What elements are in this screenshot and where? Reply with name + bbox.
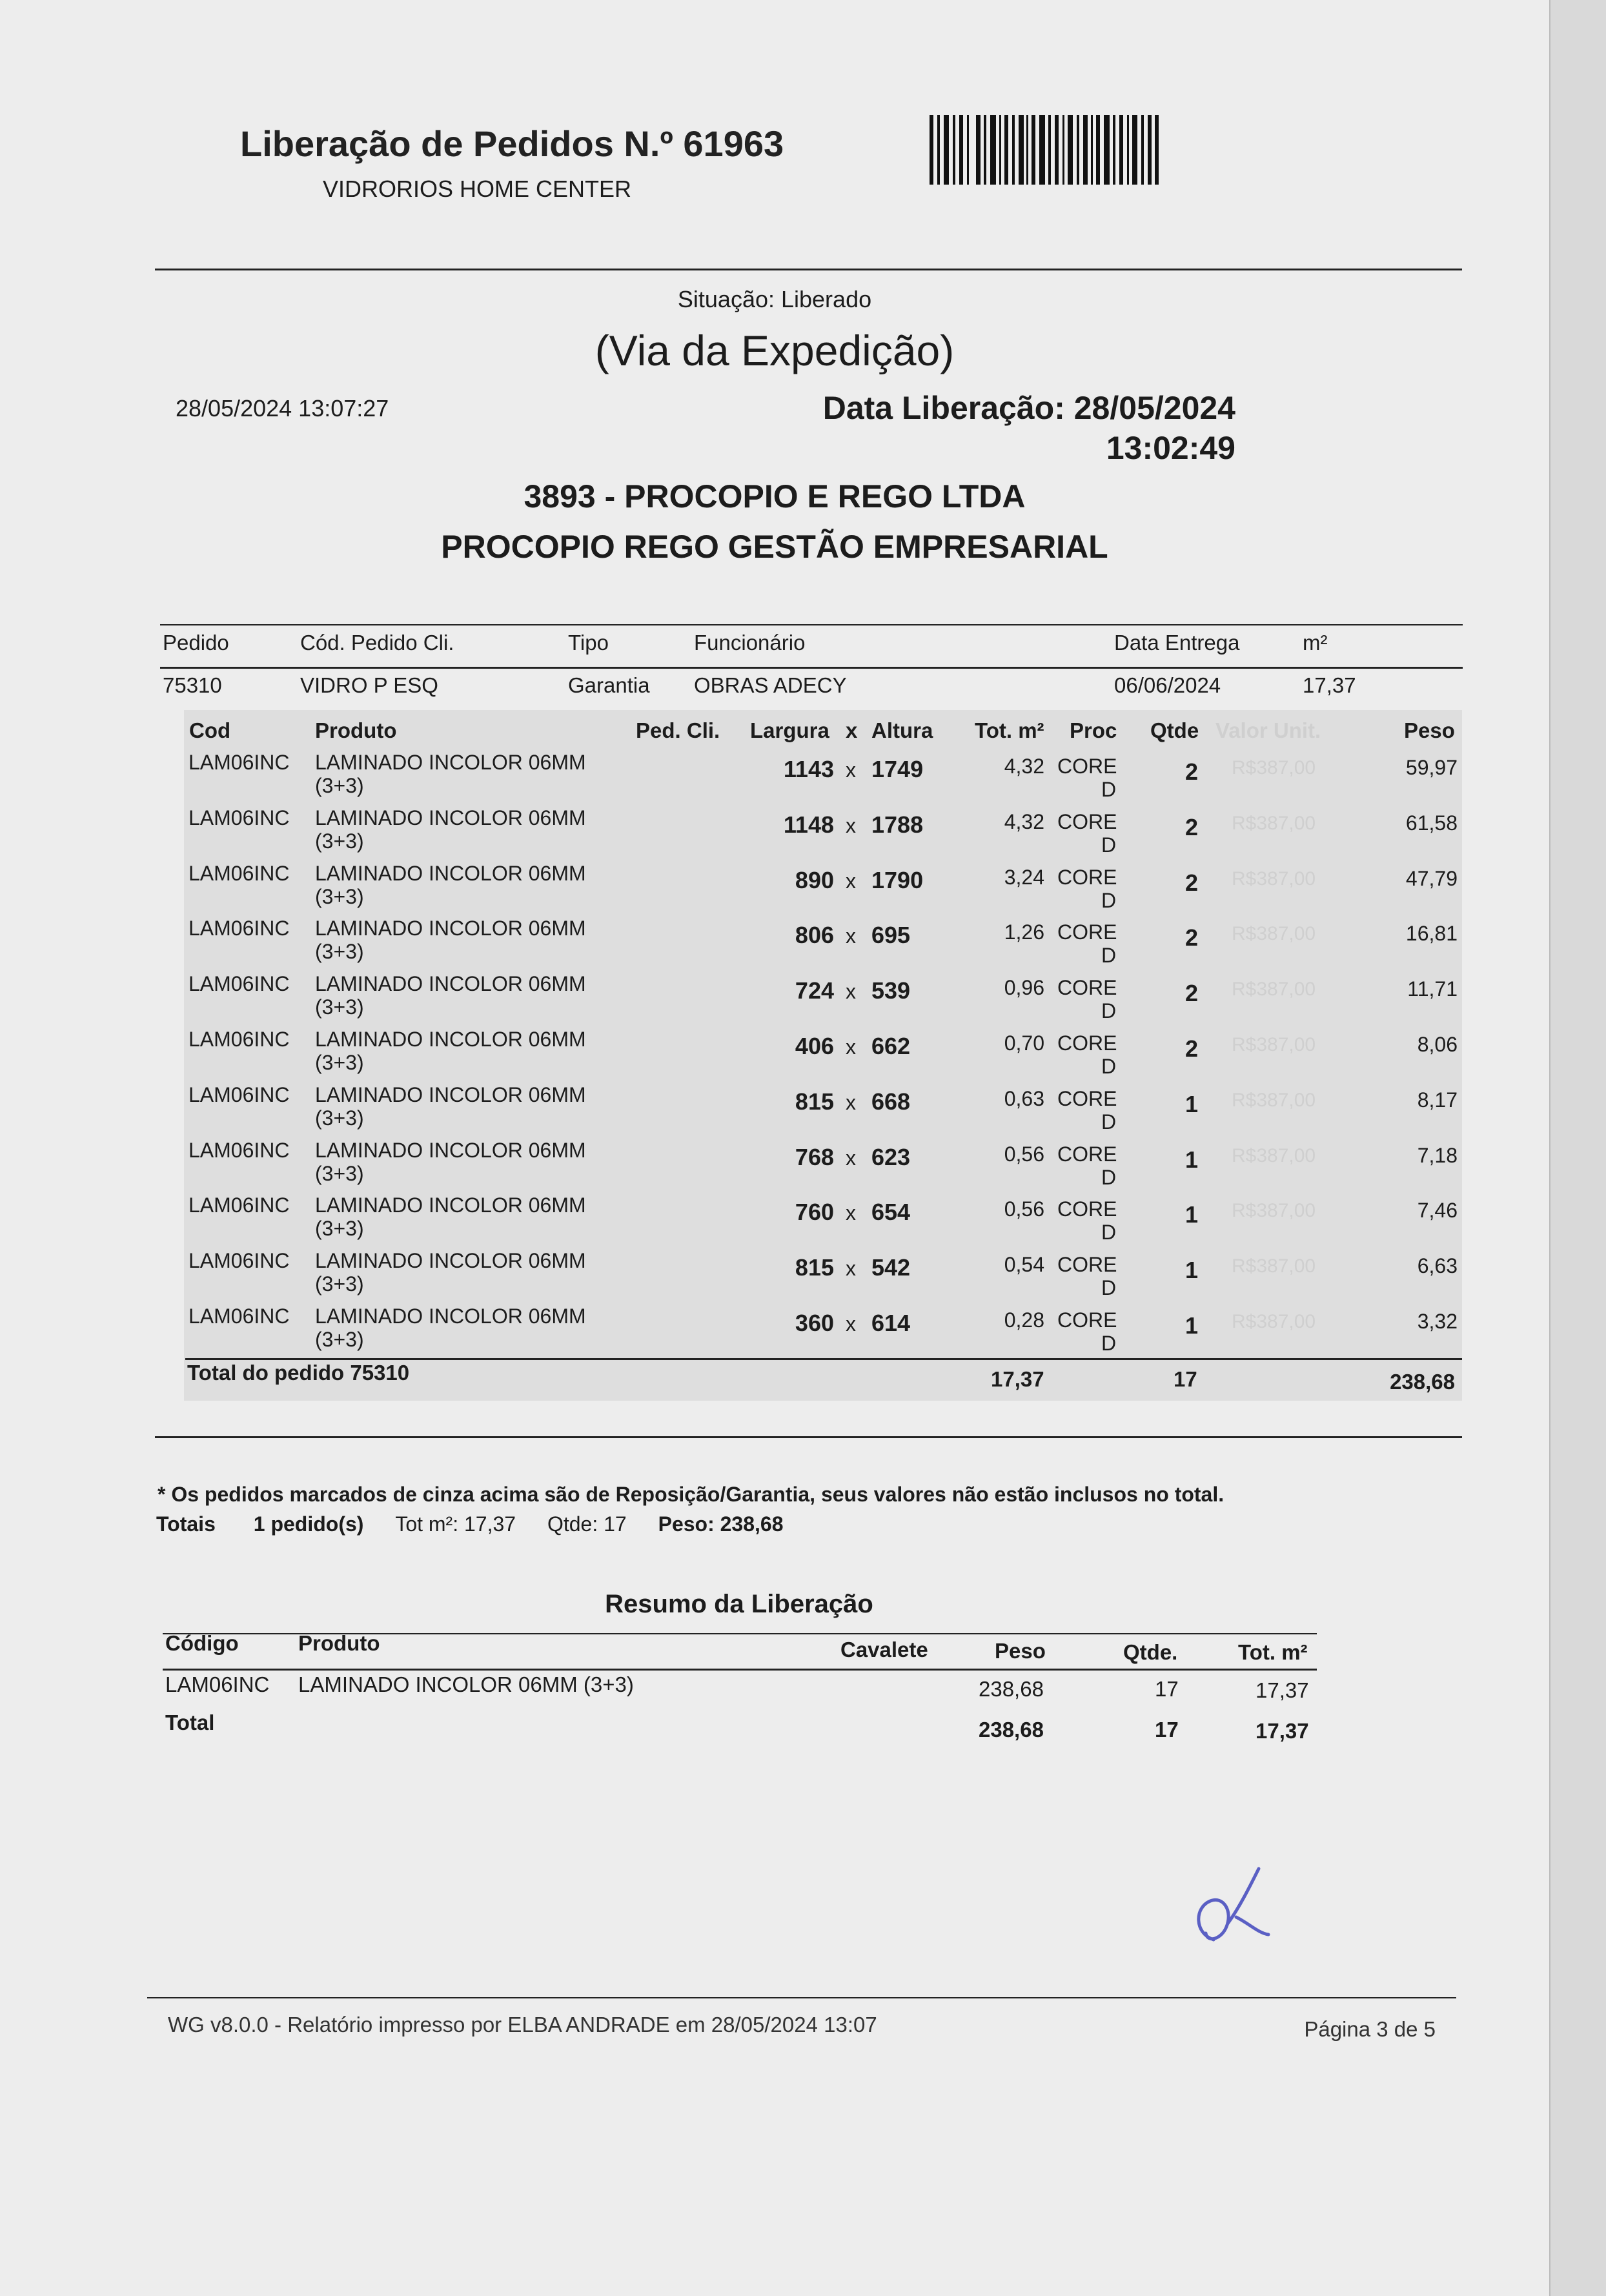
item-altura: 539: [871, 977, 911, 1004]
col-data-entrega: Data Entrega: [1114, 631, 1240, 655]
totals-pedidos: 1 pedido(s): [253, 1512, 364, 1536]
item-times-sign: x: [846, 813, 856, 837]
item-valor: R$387,00: [1232, 1089, 1316, 1111]
item-produto2: (3+3): [315, 1051, 364, 1074]
item-valor: R$387,00: [1232, 812, 1316, 834]
divider: [160, 667, 1463, 669]
item-proc2: D: [1101, 1221, 1117, 1245]
summary-col-qtde: Qtde.: [1123, 1640, 1178, 1664]
summary-total-qtde: 17: [1155, 1718, 1179, 1742]
item-tot: 4,32: [1004, 809, 1044, 833]
summary-total-label: Total: [165, 1711, 215, 1734]
item-largura: 1148: [783, 811, 834, 838]
item-peso: 61,58: [1405, 811, 1458, 835]
divider: [160, 624, 1463, 625]
page-title: Liberação de Pedidos N.º 61963: [240, 123, 784, 164]
divider: [147, 1997, 1456, 1998]
col-ped-cli: Ped. Cli.: [636, 718, 720, 742]
item-produto2: (3+3): [315, 995, 364, 1019]
item-largura: 760: [795, 1199, 834, 1226]
item-cod: LAM06INC: [188, 1305, 290, 1328]
order-m2: 17,37: [1303, 673, 1356, 697]
item-proc: CORE: [1057, 809, 1117, 833]
order-total-label: Total do pedido 75310: [187, 1361, 410, 1385]
item-cod: LAM06INC: [188, 1028, 290, 1051]
item-cod: LAM06INC: [188, 1249, 290, 1273]
divider: [155, 269, 1462, 270]
item-peso: 8,06: [1417, 1033, 1458, 1056]
item-tot: 0,70: [1004, 1031, 1044, 1055]
copy-type: (Via da Expedição): [595, 327, 955, 374]
divider: [185, 1358, 1462, 1360]
item-peso: 8,17: [1417, 1088, 1458, 1112]
summary-col-produto: Produto: [298, 1631, 380, 1655]
item-produto: LAMINADO INCOLOR 06MM: [315, 917, 586, 940]
item-peso: 47,79: [1405, 866, 1458, 890]
item-valor: R$387,00: [1232, 1200, 1316, 1222]
item-produto: LAMINADO INCOLOR 06MM: [315, 806, 586, 829]
col-funcionario: Funcionário: [694, 631, 806, 655]
item-qtde: 1: [1185, 1312, 1199, 1339]
item-times-sign: x: [846, 869, 856, 893]
item-times-sign: x: [846, 1201, 856, 1225]
item-times-sign: x: [846, 924, 856, 948]
printed-datetime: 28/05/2024 13:07:27: [176, 395, 389, 422]
divider: [155, 1436, 1462, 1438]
col-cod: Cod: [189, 718, 231, 742]
item-proc: CORE: [1057, 755, 1117, 778]
item-peso: 7,18: [1417, 1143, 1458, 1167]
summary-row-qtde: 17: [1155, 1677, 1179, 1701]
order-total-m2: 17,37: [991, 1367, 1044, 1391]
summary-col-tot-m2: Tot. m²: [1238, 1640, 1308, 1664]
item-produto2: (3+3): [315, 884, 364, 908]
item-valor: R$387,00: [1232, 868, 1316, 889]
summary-total-tot-m2: 17,37: [1255, 1719, 1309, 1743]
item-cod: LAM06INC: [188, 751, 290, 774]
item-tot: 0,63: [1004, 1086, 1044, 1110]
summary-row-codigo: LAM06INC: [165, 1672, 270, 1696]
item-proc2: D: [1101, 999, 1117, 1023]
item-produto2: (3+3): [315, 774, 364, 797]
summary-row-tot-m2: 17,37: [1255, 1678, 1309, 1702]
item-produto2: (3+3): [315, 1161, 364, 1185]
item-proc2: D: [1101, 1276, 1117, 1300]
item-altura: 695: [871, 922, 911, 949]
item-peso: 6,63: [1417, 1254, 1458, 1278]
item-proc: CORE: [1057, 976, 1117, 1000]
item-qtde: 1: [1185, 1257, 1199, 1284]
item-proc: CORE: [1057, 1253, 1117, 1277]
item-produto2: (3+3): [315, 1106, 364, 1130]
item-produto2: (3+3): [315, 940, 364, 964]
footer-report-info: WG v8.0.0 - Relatório impresso por ELBA ANDRADE em 28/05/2024 13:07: [168, 2013, 877, 2037]
totals-m2: Tot m²: 17,37: [395, 1512, 516, 1536]
item-cod: LAM06INC: [188, 861, 290, 885]
summary-col-peso: Peso: [995, 1639, 1046, 1663]
item-qtde: 2: [1185, 758, 1199, 785]
totals-peso: Peso: 238,68: [658, 1512, 784, 1536]
summary-col-cavalete: Cavalete: [840, 1638, 928, 1661]
page-number: Página 3 de 5: [1304, 2017, 1436, 2041]
client-name: PROCOPIO REGO GESTÃO EMPRESARIAL: [441, 529, 1108, 565]
col-tot-m2: Tot. m²: [975, 718, 1044, 742]
handwritten-signature: [1188, 1862, 1278, 1959]
item-tot: 4,32: [1004, 755, 1044, 778]
item-produto: LAMINADO INCOLOR 06MM: [315, 972, 586, 996]
order-pedido: 75310: [163, 673, 222, 697]
item-valor: R$387,00: [1232, 1255, 1316, 1277]
item-altura: 662: [871, 1033, 911, 1059]
summary-row-produto: LAMINADO INCOLOR 06MM (3+3): [298, 1672, 634, 1696]
item-largura: 815: [795, 1088, 834, 1115]
col-proc: Proc: [1070, 718, 1117, 742]
item-peso: 16,81: [1405, 922, 1458, 946]
item-tot: 0,54: [1004, 1253, 1044, 1277]
summary-total-peso: 238,68: [979, 1718, 1044, 1742]
item-proc2: D: [1101, 1110, 1117, 1133]
item-largura: 815: [795, 1254, 834, 1281]
item-qtde: 2: [1185, 869, 1199, 896]
item-altura: 1790: [871, 866, 924, 893]
totals-line: [156, 1512, 784, 1536]
summary-col-codigo: Código: [165, 1631, 239, 1655]
item-valor: R$387,00: [1232, 757, 1316, 778]
summary-row-peso: 238,68: [979, 1677, 1044, 1701]
divider: [163, 1669, 1317, 1671]
item-valor: R$387,00: [1232, 1144, 1316, 1166]
release-date: [823, 388, 1235, 468]
item-tot: 1,26: [1004, 920, 1044, 944]
item-largura: 768: [795, 1143, 834, 1170]
item-cod: LAM06INC: [188, 1082, 290, 1106]
item-produto: LAMINADO INCOLOR 06MM: [315, 861, 586, 885]
col-pedido: Pedido: [163, 631, 229, 655]
item-tot: 0,28: [1004, 1308, 1044, 1332]
item-tot: 0,56: [1004, 1197, 1044, 1221]
order-data-entrega: 06/06/2024: [1114, 673, 1221, 697]
barcode-icon: [930, 115, 1159, 185]
item-times-sign: x: [846, 980, 856, 1004]
item-altura: 668: [871, 1088, 911, 1115]
item-proc: CORE: [1057, 1142, 1117, 1166]
status-label: Situação: Liberado: [677, 286, 872, 312]
item-cod: LAM06INC: [188, 1138, 290, 1162]
item-proc: CORE: [1057, 920, 1117, 944]
item-largura: 406: [795, 1033, 834, 1059]
item-proc: CORE: [1057, 1308, 1117, 1332]
col-tipo: Tipo: [568, 631, 609, 655]
order-tipo: Garantia: [568, 673, 650, 697]
item-peso: 11,71: [1407, 977, 1458, 1001]
item-produto: LAMINADO INCOLOR 06MM: [315, 1138, 586, 1162]
item-produto2: (3+3): [315, 1328, 364, 1351]
client-code: 3893 - PROCOPIO E REGO LTDA: [523, 478, 1026, 514]
item-qtde: 2: [1185, 924, 1199, 951]
item-proc2: D: [1101, 778, 1117, 801]
item-cod: LAM06INC: [188, 806, 290, 829]
item-largura: 806: [795, 922, 834, 949]
item-largura: 1143: [783, 756, 834, 782]
order-cod-pedido-cli: VIDRO P ESQ: [300, 673, 438, 697]
item-largura: 890: [795, 866, 834, 893]
summary-title: Resumo da Liberação: [605, 1590, 873, 1618]
item-largura: 724: [795, 977, 834, 1004]
item-proc: CORE: [1057, 1086, 1117, 1110]
col-peso: Peso: [1404, 718, 1455, 742]
item-proc: CORE: [1057, 1197, 1117, 1221]
item-altura: 623: [871, 1143, 911, 1170]
item-qtde: 1: [1185, 1090, 1199, 1117]
item-peso: 7,46: [1417, 1199, 1458, 1223]
item-proc: CORE: [1057, 865, 1117, 889]
item-altura: 542: [871, 1254, 911, 1281]
item-tot: 0,56: [1004, 1142, 1044, 1166]
item-times-sign: x: [846, 1257, 856, 1281]
item-produto2: (3+3): [315, 1217, 364, 1241]
totals-qtde: Qtde: 17: [547, 1512, 627, 1536]
item-valor: R$387,00: [1232, 979, 1316, 1001]
item-valor: R$387,00: [1232, 1034, 1316, 1055]
item-produto: LAMINADO INCOLOR 06MM: [315, 751, 586, 774]
col-qtde: Qtde: [1150, 718, 1199, 742]
item-proc: CORE: [1057, 1031, 1117, 1055]
release-time: 13:02:49: [1106, 430, 1235, 466]
item-qtde: 1: [1185, 1201, 1199, 1228]
release-date-label: Data Liberação: 28/05/2024: [822, 390, 1235, 426]
item-tot: 0,96: [1004, 976, 1044, 1000]
item-times-sign: x: [846, 1312, 856, 1336]
item-qtde: 2: [1185, 1035, 1199, 1062]
item-valor: R$387,00: [1232, 1311, 1316, 1332]
col-produto: Produto: [315, 718, 397, 742]
item-produto: LAMINADO INCOLOR 06MM: [315, 1305, 586, 1328]
note-text: * Os pedidos marcados de cinza acima são de Reposição/Garantia, seus valores não estão inclusos no total.: [158, 1483, 1225, 1506]
item-proc2: D: [1101, 833, 1117, 857]
item-tot: 3,24: [1004, 865, 1044, 889]
item-times-sign: x: [846, 1090, 856, 1114]
col-altura: Altura: [871, 718, 933, 742]
item-produto2: (3+3): [315, 829, 364, 853]
item-proc2: D: [1101, 1055, 1117, 1078]
item-produto: LAMINADO INCOLOR 06MM: [315, 1082, 586, 1106]
item-cod: LAM06INC: [188, 972, 290, 996]
item-valor: R$387,00: [1232, 923, 1316, 945]
item-qtde: 2: [1185, 980, 1199, 1007]
item-proc2: D: [1101, 1165, 1117, 1189]
item-altura: 1749: [871, 756, 924, 782]
company-name: VIDRORIOS HOME CENTER: [323, 176, 632, 202]
col-m2: m²: [1303, 631, 1328, 655]
item-proc2: D: [1101, 944, 1117, 968]
totals-label: Totais: [156, 1512, 216, 1536]
col-largura: Largura: [750, 718, 829, 742]
item-altura: 654: [871, 1199, 911, 1226]
item-altura: 614: [871, 1310, 911, 1336]
background-page: [1550, 0, 1606, 2296]
item-produto: LAMINADO INCOLOR 06MM: [315, 1028, 586, 1051]
order-total-peso: 238,68: [1390, 1370, 1455, 1394]
item-produto: LAMINADO INCOLOR 06MM: [315, 1249, 586, 1273]
item-altura: 1788: [871, 811, 924, 838]
item-produto: LAMINADO INCOLOR 06MM: [315, 1194, 586, 1217]
item-qtde: 1: [1185, 1146, 1199, 1173]
col-x: x: [846, 718, 858, 742]
item-proc2: D: [1101, 1332, 1117, 1355]
col-valor-unit: Valor Unit.: [1215, 718, 1321, 742]
item-peso: 59,97: [1405, 756, 1458, 779]
item-cod: LAM06INC: [188, 917, 290, 940]
order-funcionario: OBRAS ADECY: [694, 673, 847, 697]
item-qtde: 2: [1185, 813, 1199, 840]
item-largura: 360: [795, 1310, 834, 1336]
item-cod: LAM06INC: [188, 1194, 290, 1217]
item-times-sign: x: [846, 1146, 856, 1170]
item-times-sign: x: [846, 758, 856, 782]
item-produto2: (3+3): [315, 1272, 364, 1296]
col-cod-pedido-cli: Cód. Pedido Cli.: [300, 631, 454, 655]
order-total-qtde: 17: [1174, 1367, 1197, 1391]
item-peso: 3,32: [1417, 1310, 1458, 1333]
item-times-sign: x: [846, 1035, 856, 1059]
item-proc2: D: [1101, 888, 1117, 912]
